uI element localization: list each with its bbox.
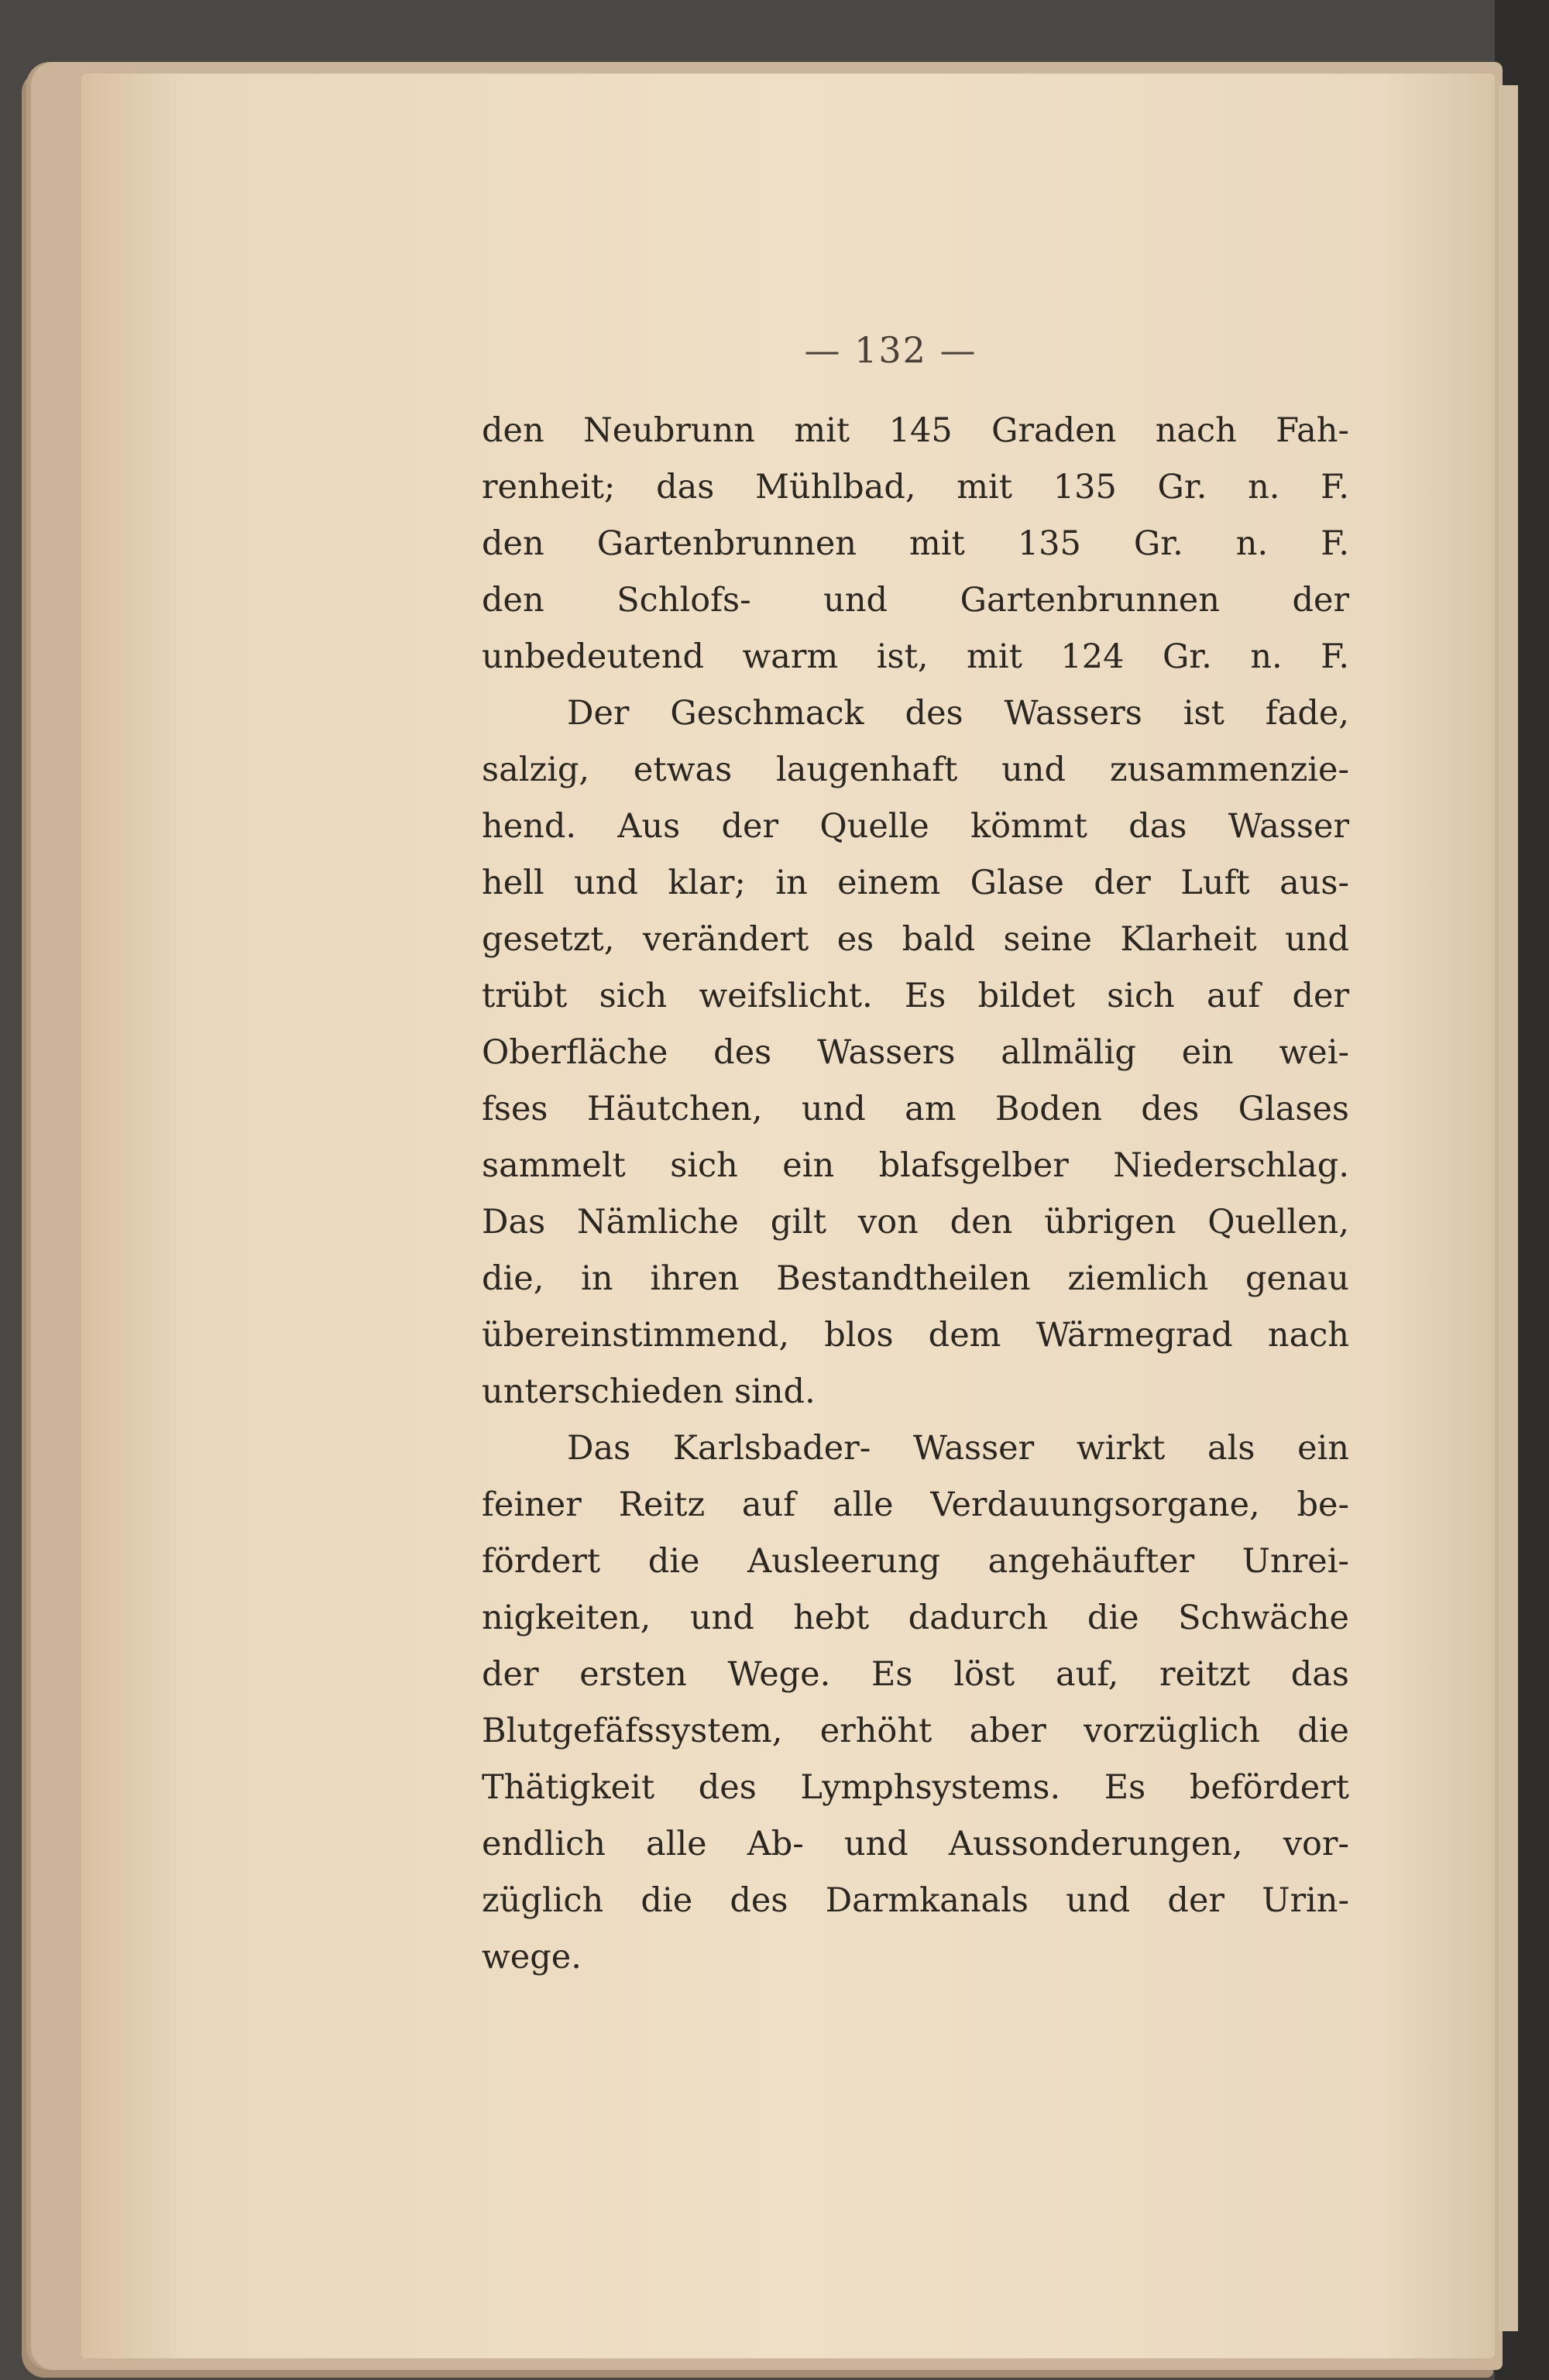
text-line: züglich die des Darmkanals und der Urin- xyxy=(482,1881,1349,1920)
next-page-edge xyxy=(1499,85,1518,2331)
text-line: salzig, etwas laugenhaft und zusammenzie- xyxy=(482,750,1349,789)
text-line: Thätigkeit des Lymphsystems. Es befördert xyxy=(482,1768,1349,1807)
body-text xyxy=(482,403,1349,1986)
text-line: renheit; das Mühlbad, mit 135 Gr. n. F. xyxy=(482,468,1349,507)
text-line: Das Karlsbader- Wasser wirkt als ein xyxy=(567,1429,1349,1468)
text-line: fördert die Ausleerung angehäufter Unrei- xyxy=(482,1542,1349,1581)
text-line: hell und klar; in einem Glase der Luft aus- xyxy=(482,864,1349,902)
text-line: Das Nämliche gilt von den übrigen Quellen, xyxy=(482,1203,1349,1242)
text-line: nigkeiten, und hebt dadurch die Schwäche xyxy=(482,1599,1349,1637)
text-line: unterschieden sind. xyxy=(482,1372,816,1411)
text-line: Oberfläche des Wassers allmälig ein wei- xyxy=(482,1033,1349,1072)
text-line: den Neubrunn mit 145 Graden nach Fah- xyxy=(482,411,1349,450)
text-line: Der Geschmack des Wassers ist fade, xyxy=(567,694,1349,733)
text-line: sammelt sich ein blafsgelber Niederschlag. xyxy=(482,1146,1349,1185)
text-line: endlich alle Ab- und Aussonderungen, vor- xyxy=(482,1825,1349,1863)
text-line: fses Häutchen, und am Boden des Glases xyxy=(482,1090,1349,1128)
text-line: den Schlofs- und Gartenbrunnen der xyxy=(482,581,1349,620)
text-line: der ersten Wege. Es löst auf, reitzt das xyxy=(482,1655,1349,1694)
text-line: feiner Reitz auf alle Verdauungsorgane, be- xyxy=(482,1485,1349,1524)
text-line: unbedeutend warm ist, mit 124 Gr. n. F. xyxy=(482,637,1349,676)
text-line: trübt sich weifslicht. Es bildet sich auf der xyxy=(482,977,1349,1015)
text-line: hend. Aus der Quelle kömmt das Wasser xyxy=(482,807,1349,846)
text-line: den Gartenbrunnen mit 135 Gr. n. F. xyxy=(482,524,1349,563)
text-line: Blutgefäfssystem, erhöht aber vorzüglich die xyxy=(482,1712,1349,1750)
text-line: wege. xyxy=(482,1938,582,1976)
text-line: gesetzt, verändert es bald seine Klarheit und xyxy=(482,920,1349,959)
text-line: die, in ihren Bestandtheilen ziemlich genau xyxy=(482,1259,1349,1298)
page-number: — 132 — xyxy=(804,329,977,371)
text-line: übereinstimmend, blos dem Wärmegrad nach xyxy=(482,1316,1349,1355)
